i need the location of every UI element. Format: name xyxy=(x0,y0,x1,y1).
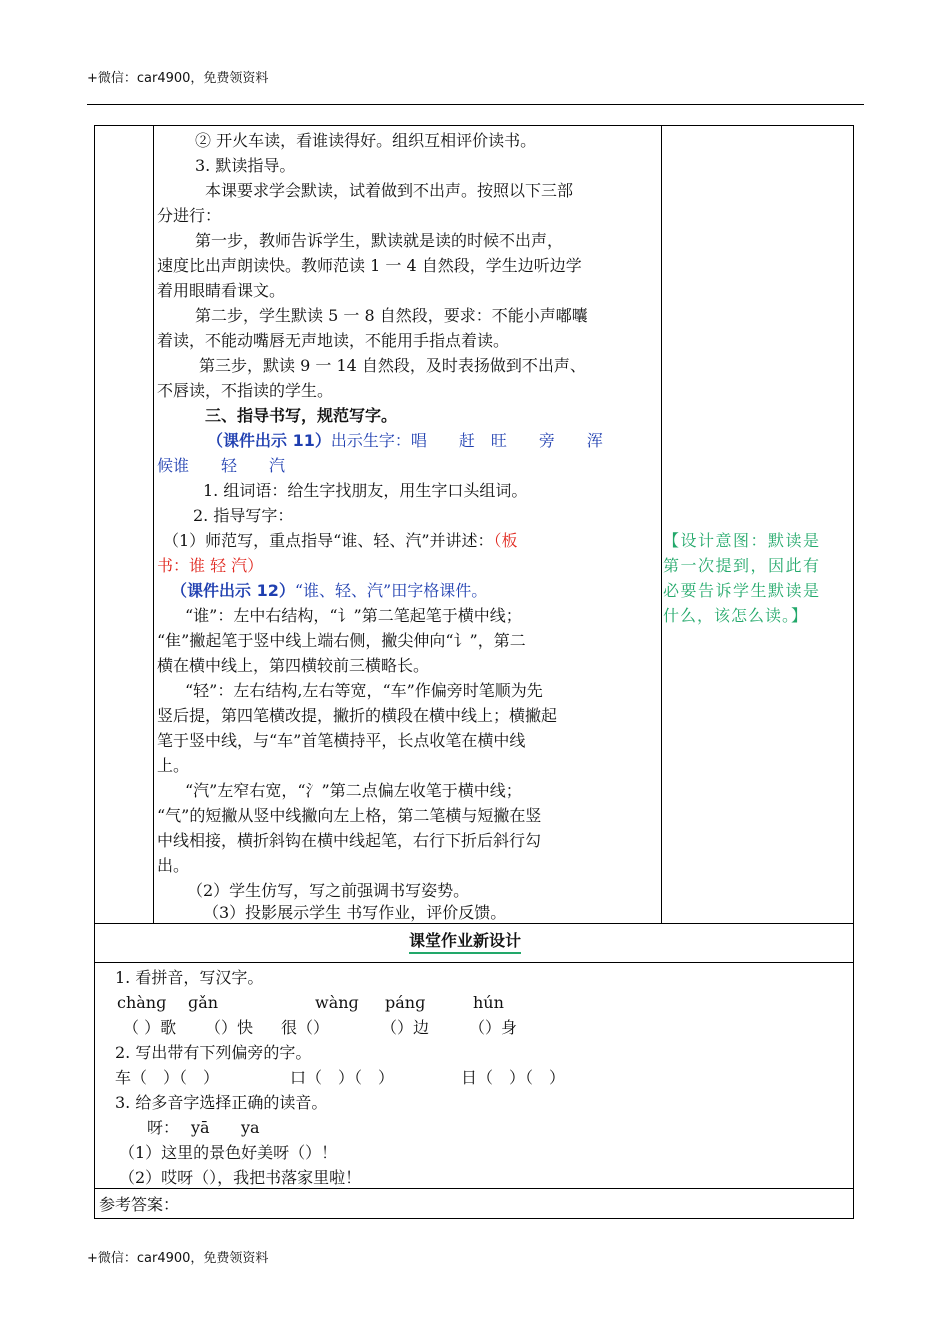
radical-item-3: 日（ ）（ ） xyxy=(461,1068,566,1087)
question-2: 2. 写出带有下列偏旁的字。 xyxy=(115,1043,312,1062)
lesson-line: 3. 默读指导。 xyxy=(195,156,296,175)
footer-note: +微信：car4900，免费领资料 xyxy=(87,1251,269,1266)
blank-2: （）快 xyxy=(205,1018,254,1037)
lesson-line: （3）投影展示学生 书写作业，评价反馈。 xyxy=(203,903,507,922)
lesson-line: “隹”撇起笔于竖中线上端右侧，撇尖伸向“讠”，第二 xyxy=(157,631,526,650)
lesson-line xyxy=(171,578,487,603)
design-intent-line: 第一次提到，因此有 xyxy=(663,556,821,575)
radical-item-1: 车（ ）（ ） xyxy=(115,1068,220,1087)
lesson-line: 第三步，默读 9 一 14 自然段，及时表扬做到不出声、 xyxy=(199,356,586,375)
homework-title: 课堂作业新设计 xyxy=(409,930,521,954)
lesson-line: 上。 xyxy=(157,756,190,775)
lesson-line: ② 开火车读，看谁读得好。组织互相评价读书。 xyxy=(195,131,537,150)
lesson-line: “轻”：左右结构,左右等宽，“车”作偏旁时笔顺为先 xyxy=(185,681,543,700)
reading-1: yā xyxy=(191,1118,210,1137)
column-divider-left xyxy=(153,126,154,923)
lesson-line: 分进行： xyxy=(157,206,222,225)
lesson-line: “气”的短撇从竖中线撇向左上格，第二笔横与短撇在竖 xyxy=(157,806,542,825)
lesson-line: 速度比出声朗读快。教师范读 1 一 4 自然段，学生边听边学 xyxy=(157,256,582,275)
pinyin-2: ɡǎn xyxy=(188,993,219,1012)
new-characters-cont: 候谁 轻 汽 xyxy=(157,456,286,475)
reading-2: ya xyxy=(241,1118,260,1137)
header-note: +微信：car4900，免费领资料 xyxy=(87,71,269,86)
lesson-line: 中线相接，横折斜钩在横中线起笔，右行下折后斜行勾 xyxy=(157,831,542,850)
lesson-line: “谁”：左中右结构，“讠”第二笔起笔于横中线； xyxy=(185,606,522,625)
blank-1: （ ）歌 xyxy=(123,1018,177,1037)
question-3: 3. 给多音字选择正确的读音。 xyxy=(115,1093,328,1112)
pinyin-4: pánɡ xyxy=(385,993,426,1012)
lesson-line: 出。 xyxy=(157,856,190,875)
lesson-line: 不唇读，不指读的学生。 xyxy=(157,381,334,400)
blank-4: （）边 xyxy=(381,1018,430,1037)
question-1: 1. 看拼音，写汉字。 xyxy=(115,968,264,987)
lesson-line: 2. 指导写字： xyxy=(193,506,294,525)
lesson-line: （2）学生仿写，写之前强调书写姿势。 xyxy=(187,881,470,900)
lesson-line: 本课要求学会默读，试着做到不出声。按照以下三部 xyxy=(205,181,574,200)
polyphone-char: 呀： xyxy=(147,1118,180,1137)
design-intent-line: 必要告诉学生默读是 xyxy=(663,581,821,600)
sentence-2: （2）哎呀（），我把书落家里啦！ xyxy=(119,1168,362,1187)
lesson-line: 着用眼睛看课文。 xyxy=(157,281,286,300)
pinyin-5: hún xyxy=(473,993,504,1012)
blank-3: 很（） xyxy=(281,1018,330,1037)
demo-writing-text: （1）师范写，重点指导“谁、轻、汽”并讲述： xyxy=(163,531,494,550)
lesson-line: 笔于竖中线，与“车”首笔横持平，长点收笔在横中线 xyxy=(157,731,526,750)
answer-label: 参考答案： xyxy=(99,1195,180,1214)
pinyin-3: wànɡ xyxy=(315,993,359,1012)
courseware-desc: “谁、轻、汽”田字格课件。 xyxy=(294,581,488,600)
column-divider-right xyxy=(661,126,662,923)
blank-5: （）身 xyxy=(469,1018,518,1037)
header-divider xyxy=(87,104,864,105)
courseware-ref: （课件出示 12） xyxy=(171,581,295,600)
lesson-line: 竖后提，第四笔横改提，撇折的横段在横中线上；横撇起 xyxy=(157,706,558,725)
section-heading: 三、指导书写，规范写字。 xyxy=(205,406,398,425)
design-intent-line: 【设计意图：默读是 xyxy=(663,531,821,550)
board-note-cont: 书：谁 轻 汽） xyxy=(157,556,264,575)
board-note: （板 xyxy=(493,531,518,550)
lesson-line: 1. 组词语：给生字找朋友，用生字口头组词。 xyxy=(203,481,528,500)
lesson-line: 着读，不能动嘴唇无声地读，不能用手指点着读。 xyxy=(157,331,510,350)
lesson-line xyxy=(163,528,518,553)
courseware-ref: （课件出示 11） xyxy=(207,431,331,450)
lesson-line: 第二步，学生默读 5 一 8 自然段，要求：不能小声嘟囔 xyxy=(195,306,588,325)
pinyin-1: chànɡ xyxy=(117,993,167,1012)
lesson-table xyxy=(94,125,854,1219)
design-intent-line: 什么，该怎么读。】 xyxy=(663,606,809,625)
lesson-line: “汽”左窄右宽，“氵”第二点偏左收笔于横中线； xyxy=(185,781,522,800)
lesson-line xyxy=(207,428,603,453)
new-characters: 出示生字：唱 赶 旺 旁 浑 xyxy=(330,431,603,450)
sentence-1: （1）这里的景色好美呀（）！ xyxy=(119,1143,338,1162)
row-divider-2 xyxy=(95,962,853,963)
radical-item-2: 口（ ）（ ） xyxy=(290,1068,395,1087)
lesson-line: 横在横中线上，第四横较前三横略长。 xyxy=(157,656,430,675)
lesson-line: 第一步，教师告诉学生，默读就是读的时候不出声， xyxy=(195,231,564,250)
